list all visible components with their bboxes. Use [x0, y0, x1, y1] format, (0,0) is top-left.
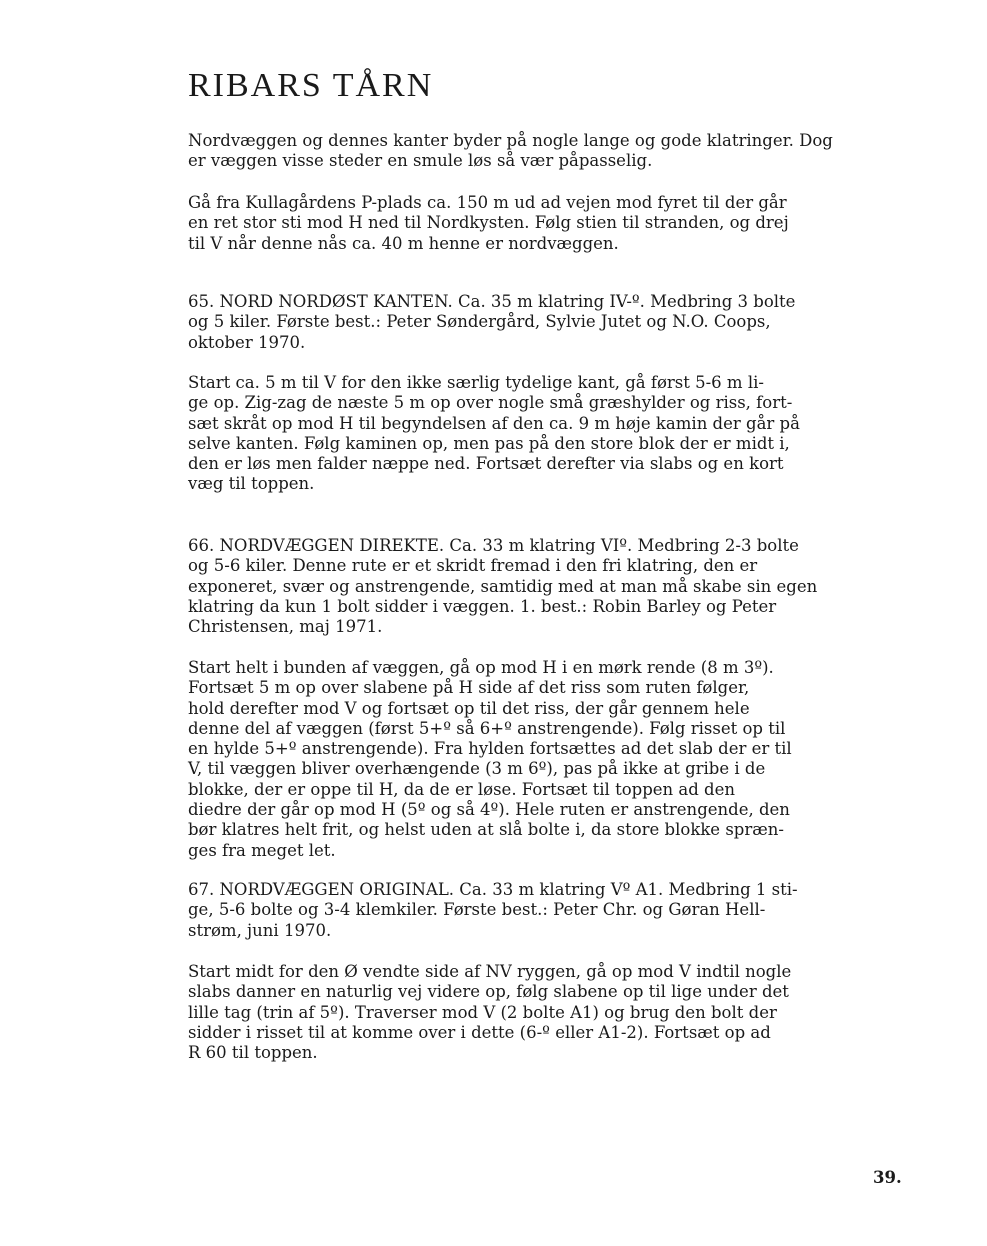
text-line: V, til væggen bliver overhængende (3 m 6º), pas på ikke at gribe i de [188, 759, 766, 779]
page-title: RIBARS TÅRN [188, 67, 434, 104]
text-line: er væggen visse steder en smule løs så vær påpasselig. [188, 151, 653, 171]
text-line: selve kanten. Følg kaminen op, men pas på den store blok der er midt i, [188, 433, 790, 453]
text-line: denne del af væggen (først 5+º så 6+º anstrengende). Følg risset op til [188, 718, 786, 738]
text-line: oktober 1970. [188, 332, 306, 352]
text-line: sæt skråt op mod H til begyndelsen af den ca. 9 m høje kamin der går på [188, 413, 800, 433]
text-line: Gå fra Kullagårdens P-plads ca. 150 m ud ad vejen mod fyret til der går [188, 193, 787, 212]
text-line: ges fra meget let. [188, 840, 336, 860]
approach-paragraph [188, 193, 928, 254]
route-66-header [188, 536, 928, 637]
text-line: væg til toppen. [188, 474, 315, 494]
text-line: diedre der går op mod H (5º og så 4º). Hele ruten er anstrengende, den [188, 800, 790, 820]
text-line: blokke, der er oppe til H, da de er løse. Fortsæt til toppen ad den [188, 779, 736, 799]
intro-paragraph [188, 131, 928, 172]
text-line: Christensen, maj 1971. [188, 617, 383, 637]
text-line: Start midt for den Ø vendte side af NV ryggen, gå op mod V indtil nogle [188, 962, 792, 981]
page-number: 39. [873, 1168, 902, 1187]
text-line: 67. NORDVÆGGEN ORIGINAL. Ca. 33 m klatring Vº A1. Medbring 1 sti- [188, 880, 798, 899]
text-line: klatring da kun 1 bolt sidder i væggen. 1. best.: Robin Barley og Peter [188, 596, 777, 616]
text-line: Fortsæt 5 m op over slabene på H side af det riss som ruten følger, [188, 678, 750, 698]
text-line: til V når denne nås ca. 40 m henne er nordvæggen. [188, 233, 619, 253]
text-line: Start ca. 5 m til V for den ikke særlig tydelige kant, gå først 5-6 m li- [188, 373, 764, 392]
text-line: den er løs men falder næppe ned. Fortsæt derefter via slabs og en kort [188, 454, 784, 474]
text-line: 66. NORDVÆGGEN DIREKTE. Ca. 33 m klatring VIº. Medbring 2-3 bolte [188, 536, 799, 555]
route-65-header [188, 292, 928, 353]
text-line: en ret stor sti mod H ned til Nordkysten. Følg stien til stranden, og drej [188, 213, 789, 233]
text-line: 65. NORD NORDØST KANTEN. Ca. 35 m klatring IV-º. Medbring 3 bolte [188, 292, 796, 311]
text-line: og 5-6 kiler. Denne rute er et skridt fremad i den fri klatring, den er [188, 556, 758, 576]
route-65-description [188, 373, 928, 495]
text-line: exponeret, svær og anstrengende, samtidig med at man må skabe sin egen [188, 576, 818, 596]
text-line: og 5 kiler. Første best.: Peter Søndergård, Sylvie Jutet og N.O. Coops, [188, 312, 771, 332]
text-line: slabs danner en naturlig vej videre op, følg slabene op til lige under det [188, 982, 789, 1002]
route-67-header [188, 880, 928, 941]
text-line: ge, 5-6 bolte og 3-4 klemkiler. Første best.: Peter Chr. og Gøran Hell- [188, 900, 766, 920]
text-line: hold derefter mod V og fortsæt op til det riss, der går gennem hele [188, 698, 750, 718]
text-line: Start helt i bunden af væggen, gå op mod H i en mørk rende (8 m 3º). [188, 658, 774, 677]
text-line: strøm, juni 1970. [188, 920, 332, 940]
text-line: lille tag (trin af 5º). Traverser mod V (2 bolte A1) og brug den bolt der [188, 1002, 777, 1022]
route-67-description [188, 962, 928, 1063]
text-line: bør klatres helt frit, og helst uden at slå bolte i, da store blokke spræn- [188, 820, 784, 840]
text-line: en hylde 5+º anstrengende). Fra hylden fortsættes ad det slab der er til [188, 739, 792, 759]
text-line: ge op. Zig-zag de næste 5 m op over nogle små græshylder og riss, fort- [188, 393, 793, 413]
text-line: Nordvæggen og dennes kanter byder på nogle lange og gode klatringer. Dog [188, 131, 833, 150]
text-line: sidder i risset til at komme over i dette (6-º eller A1-2). Fortsæt op ad [188, 1022, 771, 1042]
route-66-description [188, 658, 928, 861]
text-line: R 60 til toppen. [188, 1043, 318, 1063]
